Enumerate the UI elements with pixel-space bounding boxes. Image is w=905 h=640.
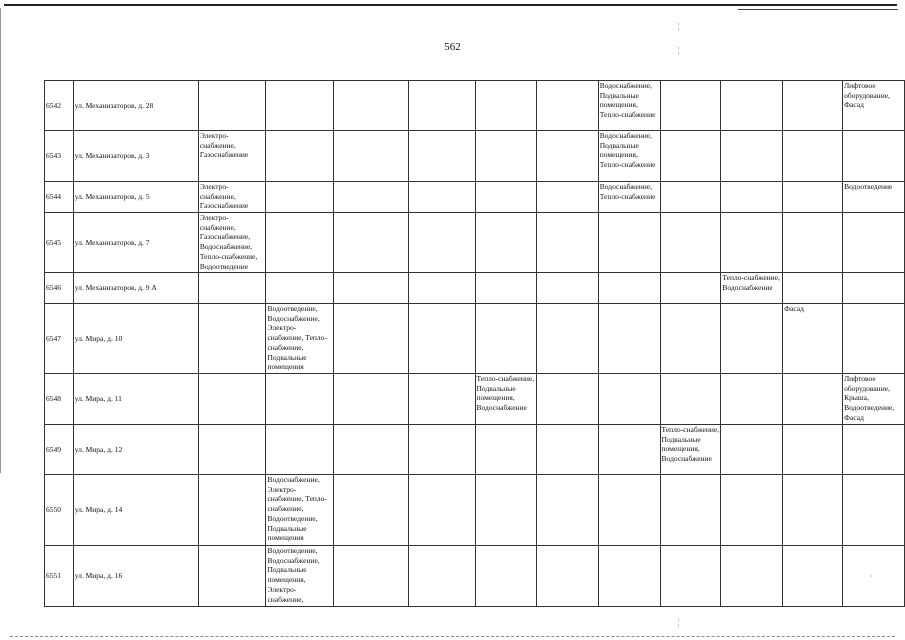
cell-col-6 xyxy=(537,182,598,213)
cell-col-8 xyxy=(660,81,721,131)
cell-col-11 xyxy=(843,273,905,304)
cell-col-8 xyxy=(660,475,721,546)
cell-row-number: 6550 xyxy=(45,475,74,546)
cell-col-6 xyxy=(537,475,598,546)
cell-col-7 xyxy=(598,425,660,475)
cell-col-8: Тепло-снабжение, Подвальные помещения, Водоснабжение xyxy=(660,425,721,475)
cell-col-6 xyxy=(537,131,598,182)
cell-row-number: 6546 xyxy=(45,273,74,304)
scan-border-top xyxy=(4,4,897,6)
cell-col-1: Электро-снабжение, Газоснабжение xyxy=(198,182,266,213)
cell-col-4 xyxy=(409,546,475,607)
cell-col-6 xyxy=(537,425,598,475)
cell-col-10 xyxy=(783,273,843,304)
cell-col-1 xyxy=(198,273,266,304)
cell-col-7 xyxy=(598,546,660,607)
cell-col-10 xyxy=(783,131,843,182)
cell-col-10 xyxy=(783,81,843,131)
cell-col-3 xyxy=(334,425,409,475)
cell-col-1 xyxy=(198,374,266,425)
cell-col-8 xyxy=(660,374,721,425)
cell-col-4 xyxy=(409,81,475,131)
cell-address: ул. Механизаторов, д. 7 xyxy=(73,213,198,273)
cell-col-6 xyxy=(537,304,598,374)
cell-address: ул. Механизаторов, д. 3 xyxy=(73,131,198,182)
cell-col-5: Тепло-снабжение, Подвальные помещения, Водоснабжение xyxy=(475,374,537,425)
cell-col-11 xyxy=(843,475,905,546)
table-row xyxy=(45,213,905,273)
cell-col-9 xyxy=(721,304,783,374)
cell-col-2 xyxy=(266,182,334,213)
table-row xyxy=(45,425,905,475)
cell-col-11: Водоотведение xyxy=(843,182,905,213)
cell-col-9 xyxy=(721,131,783,182)
table-row xyxy=(45,475,905,546)
cell-address: ул. Мира, д. 10 xyxy=(73,304,198,374)
cell-address: ул. Механизаторов, д. 5 xyxy=(73,182,198,213)
scan-border-left xyxy=(0,8,1,473)
cell-col-8 xyxy=(660,182,721,213)
cell-address: ул. Мира, д. 11 xyxy=(73,374,198,425)
cell-address: ул. Мира, д. 12 xyxy=(73,425,198,475)
cell-col-1 xyxy=(198,304,266,374)
cell-col-10 xyxy=(783,546,843,607)
cell-col-3 xyxy=(334,475,409,546)
cell-col-9: Тепло-снабжение, Водоснабжение xyxy=(721,273,783,304)
cell-col-11 xyxy=(843,304,905,374)
cell-col-5 xyxy=(475,304,537,374)
table-row xyxy=(45,273,905,304)
cell-col-2: Водоснабжение, Электро-снабжение, Тепло-снабжение, Водоотведение, Подвальные помещения xyxy=(266,475,334,546)
table-row xyxy=(45,546,905,607)
table-row xyxy=(45,304,905,374)
cell-col-8 xyxy=(660,131,721,182)
scan-mark: · xyxy=(870,572,873,581)
cell-col-1 xyxy=(198,81,266,131)
scan-mark: ¦ xyxy=(678,46,680,55)
cell-col-1 xyxy=(198,425,266,475)
cell-col-10: Фасад xyxy=(783,304,843,374)
cell-row-number: 6547 xyxy=(45,304,74,374)
cell-col-4 xyxy=(409,131,475,182)
cell-col-9 xyxy=(721,475,783,546)
cell-col-6 xyxy=(537,273,598,304)
cell-col-11 xyxy=(843,131,905,182)
cell-col-10 xyxy=(783,182,843,213)
cell-col-2: Водоотведение, Водоснабжение, Электро-снабжение, Тепло-снабжение, Подвальные помещения xyxy=(266,304,334,374)
table-row xyxy=(45,182,905,213)
cell-col-7 xyxy=(598,475,660,546)
cell-col-8 xyxy=(660,273,721,304)
cell-col-3 xyxy=(334,546,409,607)
table-row xyxy=(45,81,905,131)
cell-col-9 xyxy=(721,425,783,475)
cell-col-1 xyxy=(198,546,266,607)
cell-col-6 xyxy=(537,546,598,607)
cell-col-3 xyxy=(334,273,409,304)
cell-col-4 xyxy=(409,475,475,546)
cell-col-10 xyxy=(783,374,843,425)
cell-col-7 xyxy=(598,304,660,374)
cell-col-9 xyxy=(721,81,783,131)
cell-col-9 xyxy=(721,213,783,273)
cell-address: ул. Механизаторов, д. 9 А xyxy=(73,273,198,304)
cell-row-number: 6545 xyxy=(45,213,74,273)
cell-col-2: Водоотведение, Водоснабжение, Подвальные помещения, Электро-снабжение, xyxy=(266,546,334,607)
cell-col-8 xyxy=(660,213,721,273)
cell-row-number: 6551 xyxy=(45,546,74,607)
cell-col-5 xyxy=(475,131,537,182)
page-number: 562 xyxy=(444,41,461,53)
cell-col-2 xyxy=(266,81,334,131)
cell-col-8 xyxy=(660,304,721,374)
cell-row-number: 6543 xyxy=(45,131,74,182)
cell-col-7 xyxy=(598,273,660,304)
cell-col-10 xyxy=(783,475,843,546)
cell-col-9 xyxy=(721,546,783,607)
scan-mark: ¦ xyxy=(678,618,680,627)
cell-col-8 xyxy=(660,546,721,607)
scan-border-top-right xyxy=(738,9,898,10)
cell-col-9 xyxy=(721,182,783,213)
cell-col-7: Водоснабжение, Подвальные помещения, Тепло-снабжение xyxy=(598,131,660,182)
cell-col-7: Водоснабжение, Подвальные помещения, Тепло-снабжение xyxy=(598,81,660,131)
cell-col-5 xyxy=(475,546,537,607)
cell-col-9 xyxy=(721,374,783,425)
cell-row-number: 6544 xyxy=(45,182,74,213)
scan-mark: ¦ xyxy=(678,22,680,31)
cell-col-1: Электро-снабжение, Газоснабжение xyxy=(198,131,266,182)
cell-col-3 xyxy=(334,81,409,131)
cell-col-4 xyxy=(409,374,475,425)
cell-col-5 xyxy=(475,81,537,131)
cell-col-2 xyxy=(266,273,334,304)
cell-col-5 xyxy=(475,425,537,475)
cell-row-number: 6542 xyxy=(45,81,74,131)
cell-col-5 xyxy=(475,182,537,213)
table-row xyxy=(45,374,905,425)
cell-col-3 xyxy=(334,374,409,425)
cell-col-2 xyxy=(266,374,334,425)
housing-register-table xyxy=(44,80,905,607)
cell-col-10 xyxy=(783,213,843,273)
cell-col-11: Лифтовое оборудование, Крыша, Водоотведение, Фасад xyxy=(843,374,905,425)
cell-col-11 xyxy=(843,213,905,273)
cell-col-6 xyxy=(537,81,598,131)
cell-col-3 xyxy=(334,304,409,374)
cell-col-4 xyxy=(409,304,475,374)
cell-col-2 xyxy=(266,425,334,475)
cell-col-4 xyxy=(409,182,475,213)
register-body xyxy=(45,81,905,607)
cell-col-2 xyxy=(266,213,334,273)
cell-address: ул. Мира, д. 16 xyxy=(73,546,198,607)
cell-address: ул. Механизаторов, д. 28 xyxy=(73,81,198,131)
cell-col-2 xyxy=(266,131,334,182)
cell-col-1 xyxy=(198,475,266,546)
cell-col-3 xyxy=(334,131,409,182)
cell-col-1: Электро-снабжение, Газоснабжение, Водоснабжение, Тепло-снабжение, Водоотведение xyxy=(198,213,266,273)
cell-col-11 xyxy=(843,546,905,607)
cell-col-6 xyxy=(537,213,598,273)
cell-col-5 xyxy=(475,475,537,546)
cell-col-7 xyxy=(598,213,660,273)
cell-col-4 xyxy=(409,273,475,304)
cell-col-7 xyxy=(598,374,660,425)
cell-col-10 xyxy=(783,425,843,475)
cell-address: ул. Мира, д. 14 xyxy=(73,475,198,546)
table-row xyxy=(45,131,905,182)
cell-col-3 xyxy=(334,213,409,273)
cell-col-3 xyxy=(334,182,409,213)
cell-col-11: Лифтовое оборудование, Фасад xyxy=(843,81,905,131)
cell-col-5 xyxy=(475,273,537,304)
cell-col-4 xyxy=(409,213,475,273)
scan-border-bottom xyxy=(10,636,895,637)
cell-col-6 xyxy=(537,374,598,425)
cell-row-number: 6548 xyxy=(45,374,74,425)
cell-col-4 xyxy=(409,425,475,475)
cell-col-11 xyxy=(843,425,905,475)
cell-col-5 xyxy=(475,213,537,273)
cell-col-7: Водоснабжение, Тепло-снабжение xyxy=(598,182,660,213)
cell-row-number: 6549 xyxy=(45,425,74,475)
